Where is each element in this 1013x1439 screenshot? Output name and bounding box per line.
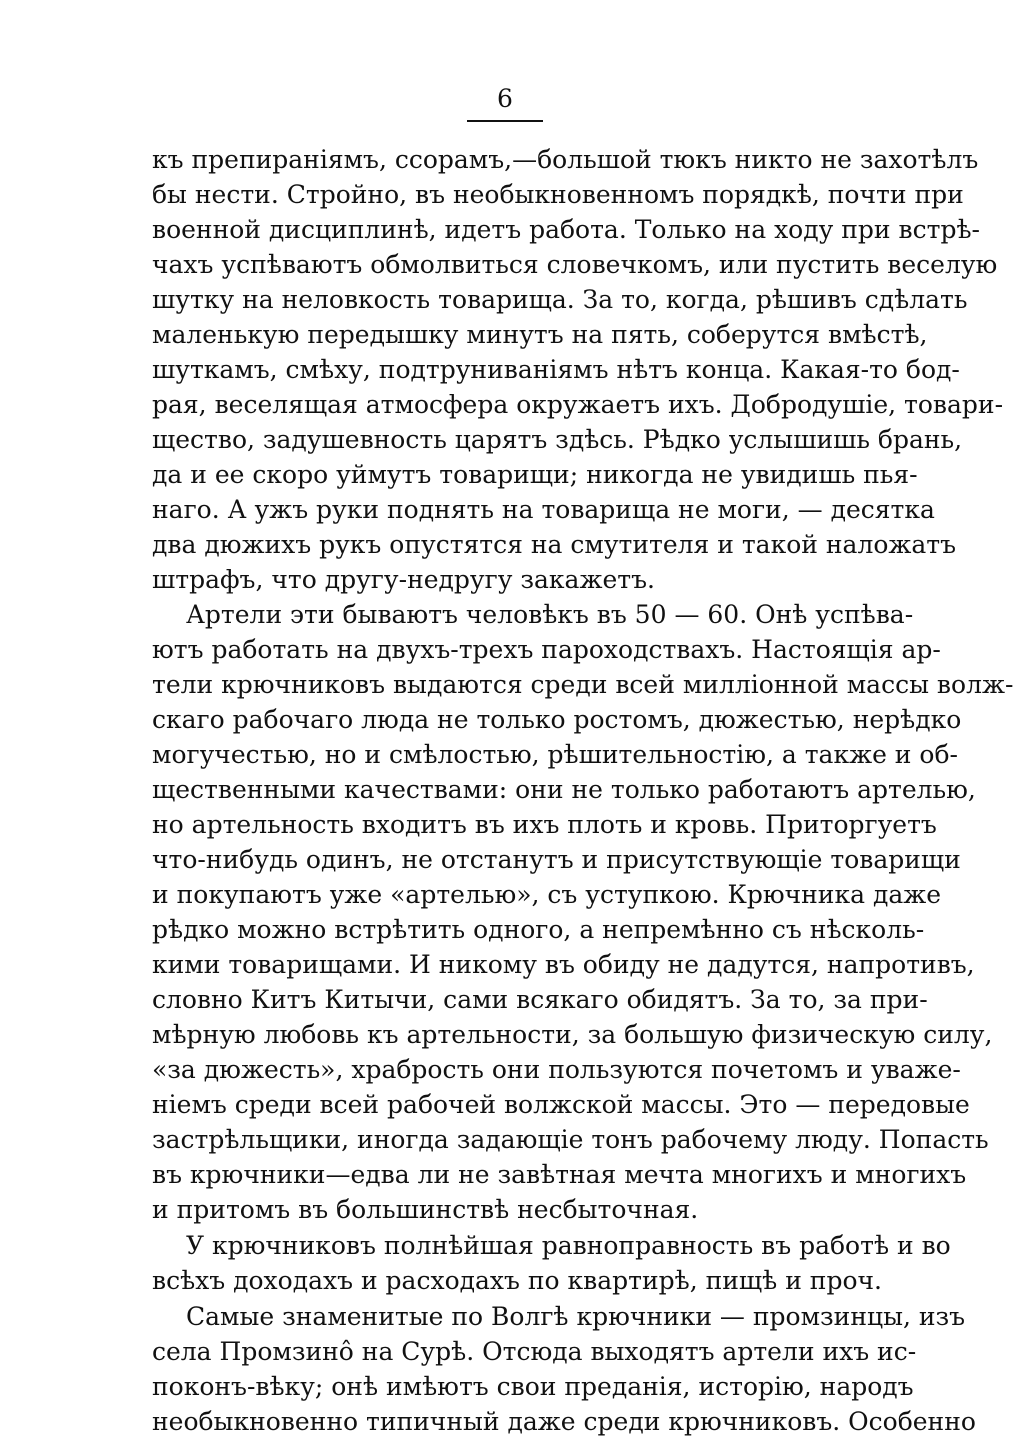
text-line-34: Самые знаменитые по Волгѣ крючники — промзинцы, изъ <box>186 1302 966 1331</box>
text-line-4: чахъ успѣваютъ обмолвиться словечкомъ, или пустить веселую <box>152 250 998 279</box>
text-line-6: маленькую передышку минутъ на пять, соберутся вмѣстѣ, <box>152 320 928 349</box>
text-line-24: кими товарищами. И никому въ обиду не дадутся, напротивъ, <box>152 950 975 979</box>
text-line-19: щественными качествами: они не только работаютъ артелью, <box>152 775 976 804</box>
text-line-23: рѣдко можно встрѣтить одного, а непремѣнно съ нѣсколь- <box>152 915 925 944</box>
text-line-32: У крючниковъ полнѣйшая равноправность въ работѣ и во <box>186 1231 951 1260</box>
text-line-8: рая, веселящая атмосфера окружаетъ ихъ. Добродушiе, товари- <box>152 390 1004 419</box>
text-line-20: но артельность входитъ въ ихъ плоть и кровь. Приторгуетъ <box>152 810 937 839</box>
text-line-30: въ крючники—едва ли не завѣтная мечта многихъ и многихъ <box>152 1160 967 1189</box>
text-line-17: скаго рабочаго люда не только ростомъ, дюжестью, нерѣдко <box>152 705 962 734</box>
text-line-22: и покупаютъ уже «артелью», съ уступкою. Крючника даже <box>152 880 942 909</box>
text-line-9: щество, задушевность царятъ здѣсь. Рѣдко услышишь брань, <box>152 425 963 454</box>
text-line-1: къ препиранiямъ, ссорамъ,—большой тюкъ никто не захотѣлъ <box>152 145 979 174</box>
text-line-35: села Промзинô на Сурѣ. Отсюда выходятъ артели ихъ ис- <box>152 1337 917 1366</box>
text-line-13: штрафъ, что другу-недругу закажетъ. <box>152 565 655 594</box>
text-line-26: мѣрную любовь къ артельности, за большую физическую силу, <box>152 1020 993 1049</box>
header-rule <box>467 120 543 122</box>
text-line-2: бы нести. Стройно, въ необыкновенномъ порядкѣ, почти при <box>152 180 964 209</box>
text-line-33: всѣхъ доходахъ и расходахъ по квартирѣ, пищѣ и проч. <box>152 1266 882 1295</box>
text-line-21: что-нибудь одинъ, не отстанутъ и присутствующiе товарищи <box>152 845 961 874</box>
text-line-16: тели крючниковъ выдаются среди всей миллiонной массы волж- <box>152 670 1013 699</box>
text-line-15: ютъ работать на двухъ-трехъ пароходствахъ. Настоящiя ар- <box>152 635 941 664</box>
text-line-10: да и ее скоро уймутъ товарищи; никогда не увидишь пья- <box>152 460 918 489</box>
text-line-31: и притомъ въ большинствѣ несбыточная. <box>152 1195 699 1224</box>
text-line-5: шутку на неловкость товарища. За то, когда, рѣшивъ сдѣлать <box>152 285 968 314</box>
text-line-7: шуткамъ, смѣху, подтруниванiямъ нѣтъ конца. Какая-то бод- <box>152 355 960 384</box>
text-line-28: нiемъ среди всей рабочей волжской массы. Это — передовые <box>152 1090 970 1119</box>
text-line-12: два дюжихъ рукъ опустятся на смутителя и такой наложатъ <box>152 530 957 559</box>
text-line-27: «за дюжесть», храбрость они пользуются почетомъ и уваже- <box>152 1055 961 1084</box>
text-line-36: поконъ-вѣку; онѣ имѣютъ свои преданiя, исторiю, народъ <box>152 1372 914 1401</box>
text-line-18: могучестью, но и смѣлостью, рѣшительностiю, а также и об- <box>152 740 958 769</box>
page-number: 6 <box>497 84 513 113</box>
text-line-25: словно Китъ Китычи, сами всякаго обидятъ. За то, за при- <box>152 985 928 1014</box>
text-line-11: наго. А ужъ руки поднять на товарища не моги, — десятка <box>152 495 935 524</box>
text-line-29: застрѣльщики, иногда задающiе тонъ рабочему люду. Попасть <box>152 1125 989 1154</box>
text-line-3: военной дисциплинѣ, идетъ работа. Только на ходу при встрѣ- <box>152 215 980 244</box>
text-line-37: необыкновенно типичный даже среди крючниковъ. Особенно <box>152 1407 976 1436</box>
text-line-14: Артели эти бываютъ человѣкъ въ 50 — 60. Онѣ успѣва- <box>186 600 914 629</box>
